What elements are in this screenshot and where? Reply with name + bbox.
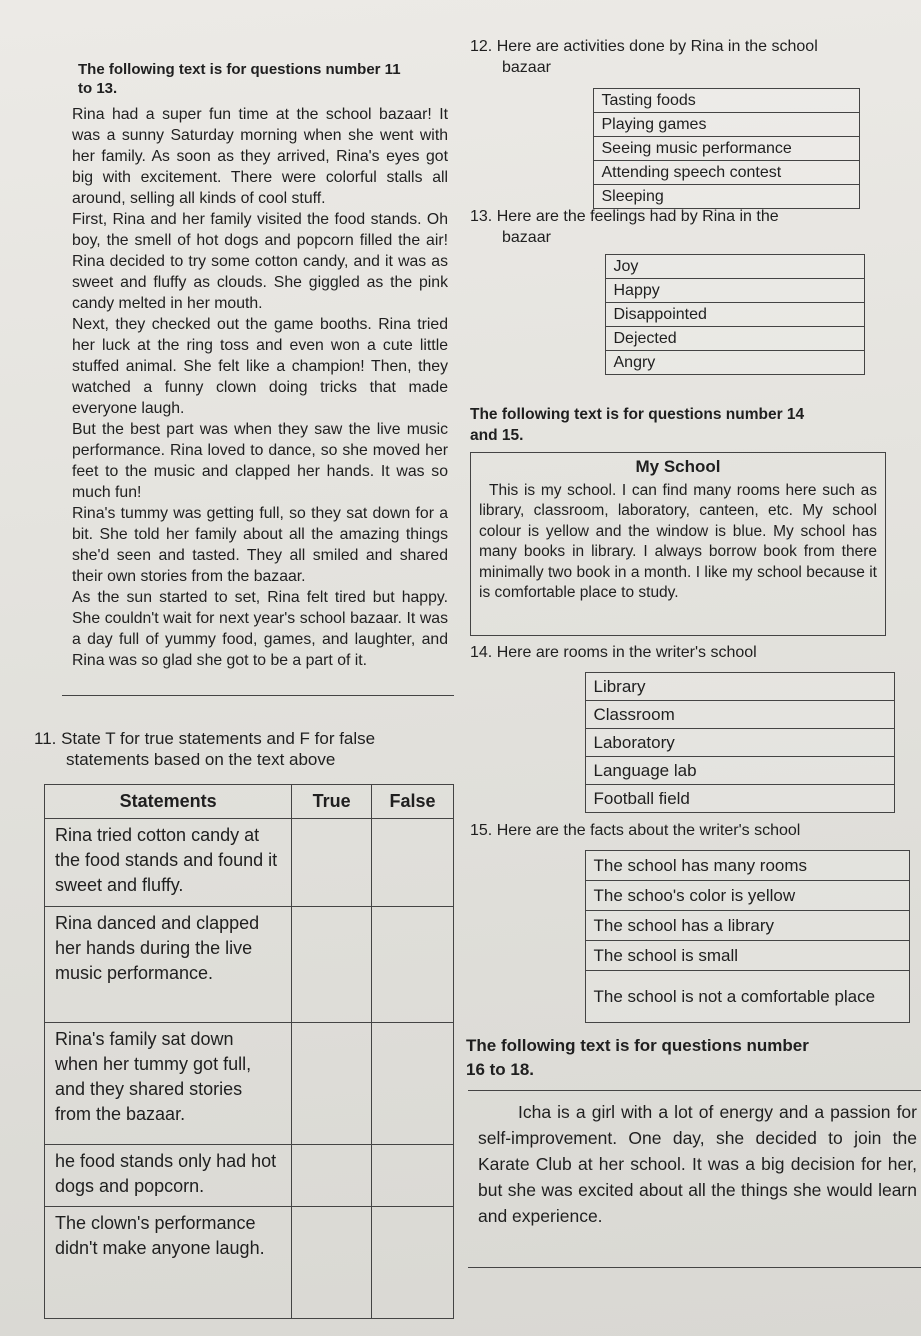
prompt-line: 12. Here are activities done by Rina in the school bbox=[470, 38, 818, 55]
story-paragraph: Next, they checked out the game booths. Rina tried her luck at the ring toss and even won a cute little stuffed animal. She felt like a champion! Then, they watched a funny clown doing tricks that made everyone laugh. bbox=[72, 316, 448, 417]
true-answer-cell[interactable] bbox=[292, 1145, 372, 1207]
true-false-table bbox=[44, 784, 454, 1319]
statement-cell: The clown's performance didn't make anyone laugh. bbox=[45, 1207, 292, 1319]
q14-15-intro bbox=[470, 404, 890, 446]
q14-prompt: 14. Here are rooms in the writer's school bbox=[470, 644, 757, 661]
option-cell[interactable]: Seeing music performance bbox=[593, 137, 860, 161]
prompt-line: bazaar bbox=[502, 59, 551, 76]
q14-options-table bbox=[505, 672, 895, 813]
story-paragraph: But the best part was when they saw the live music performance. Rina loved to dance, so she moved her feet to the music and clapped her hands. It was so much fun! bbox=[72, 421, 448, 501]
header-statements: Statements bbox=[45, 785, 292, 819]
q11-13-intro bbox=[78, 60, 458, 98]
option-cell[interactable]: Language lab bbox=[585, 757, 895, 785]
q13-options-table bbox=[505, 254, 865, 375]
intro-line: The following text is for questions number bbox=[466, 1036, 809, 1055]
header-true: True bbox=[292, 785, 372, 819]
header-false: False bbox=[372, 785, 454, 819]
true-answer-cell[interactable] bbox=[292, 907, 372, 1023]
option-cell[interactable]: The schoo's color is yellow bbox=[585, 881, 910, 911]
option-cell[interactable]: Football field bbox=[585, 785, 895, 813]
my-school-text bbox=[470, 452, 886, 636]
option-cell[interactable]: Playing games bbox=[593, 113, 860, 137]
option-cell[interactable]: The school has many rooms bbox=[585, 851, 910, 881]
option-cell[interactable]: Happy bbox=[605, 279, 865, 303]
statement-cell: Rina tried cotton candy at the food stands and found it sweet and fluffy. bbox=[45, 819, 292, 907]
icha-story bbox=[468, 1090, 921, 1268]
intro-line: and 15. bbox=[470, 427, 524, 444]
option-cell[interactable]: Disappointed bbox=[605, 303, 865, 327]
false-answer-cell[interactable] bbox=[372, 1023, 454, 1145]
text-body: Icha is a girl with a lot of energy and a passion for self-improvement. One day, she decided to join the Karate Club at her school. It was a big decision for her, but she was excited about all the things she would learn and experience. bbox=[478, 1102, 917, 1226]
option-cell[interactable]: The school is not a comfortable place bbox=[585, 971, 910, 1023]
false-answer-cell[interactable] bbox=[372, 907, 454, 1023]
prompt-line: 11. State T for true statements and F for false bbox=[34, 729, 376, 748]
option-cell[interactable]: Sleeping bbox=[593, 185, 860, 209]
option-cell[interactable]: Classroom bbox=[585, 701, 895, 729]
q12-options-table bbox=[505, 88, 860, 209]
prompt-line: statements based on the text above bbox=[66, 750, 336, 769]
story-paragraph: Rina had a super fun time at the school bazaar! It was a sunny Saturday morning when she went with her family. As soon as they arrived, Rina's eyes got big with excitement. There were colorful stalls all around, selling all kinds of cool stuff. bbox=[72, 106, 448, 207]
intro-line: The following text is for questions number 14 bbox=[470, 406, 805, 423]
option-cell[interactable]: Tasting foods bbox=[593, 89, 860, 113]
q12-prompt bbox=[470, 36, 890, 78]
option-cell[interactable]: The school is small bbox=[585, 941, 910, 971]
false-answer-cell[interactable] bbox=[372, 1207, 454, 1319]
option-cell[interactable]: Library bbox=[585, 673, 895, 701]
option-cell[interactable]: Laboratory bbox=[585, 729, 895, 757]
intro-line: to 13. bbox=[78, 80, 118, 97]
statement-cell: he food stands only had hot dogs and popcorn. bbox=[45, 1145, 292, 1207]
q15-prompt: 15. Here are the facts about the writer's school bbox=[470, 822, 801, 839]
q15-options-table bbox=[505, 850, 910, 1023]
true-answer-cell[interactable] bbox=[292, 1023, 372, 1145]
true-answer-cell[interactable] bbox=[292, 819, 372, 907]
prompt-line: bazaar bbox=[502, 229, 551, 246]
text-body: This is my school. I can find many rooms here such as library, classroom, laboratory, canteen, etc. My school colour is yellow and the window is blue. My school has many books in library. I always borrow book from there minimally two book in a month. I like my school because it is comfortable place to study. bbox=[479, 481, 877, 601]
statement-cell: Rina's family sat down when her tummy got full, and they shared stories from the bazaar. bbox=[45, 1023, 292, 1145]
q13-prompt bbox=[470, 206, 890, 248]
story-paragraph: As the sun started to set, Rina felt tired but happy. She couldn't wait for next year's school bazaar. It was a day full of yummy food, games, and laughter, and Rina was so glad she got to be a part of it. bbox=[72, 589, 448, 669]
true-answer-cell[interactable] bbox=[292, 1207, 372, 1319]
statement-cell: Rina danced and clapped her hands during the live music performance. bbox=[45, 907, 292, 1023]
intro-line: The following text is for questions number 11 bbox=[78, 61, 401, 78]
option-cell[interactable]: Joy bbox=[605, 255, 865, 279]
bazaar-story bbox=[62, 100, 454, 696]
option-cell[interactable]: Attending speech contest bbox=[593, 161, 860, 185]
false-answer-cell[interactable] bbox=[372, 819, 454, 907]
story-paragraph: First, Rina and her family visited the food stands. Oh boy, the smell of hot dogs and popcorn filled the air! Rina decided to try some cotton candy, and it was as sweet and fluffy as clouds. She giggled as the pink candy melted in her mouth. bbox=[72, 211, 448, 312]
q16-18-intro bbox=[466, 1034, 911, 1082]
option-cell[interactable]: Angry bbox=[605, 351, 865, 375]
text-title: My School bbox=[635, 457, 721, 476]
q11-prompt bbox=[34, 728, 454, 770]
story-paragraph: Rina's tummy was getting full, so they sat down for a bit. She told her family about all the amazing things she'd seen and tasted. They all smiled and shared their own stories from the bazaar. bbox=[72, 505, 448, 585]
prompt-line: 13. Here are the feelings had by Rina in the bbox=[470, 208, 779, 225]
option-cell[interactable]: Dejected bbox=[605, 327, 865, 351]
intro-line: 16 to 18. bbox=[466, 1060, 535, 1079]
option-cell[interactable]: The school has a library bbox=[585, 911, 910, 941]
false-answer-cell[interactable] bbox=[372, 1145, 454, 1207]
